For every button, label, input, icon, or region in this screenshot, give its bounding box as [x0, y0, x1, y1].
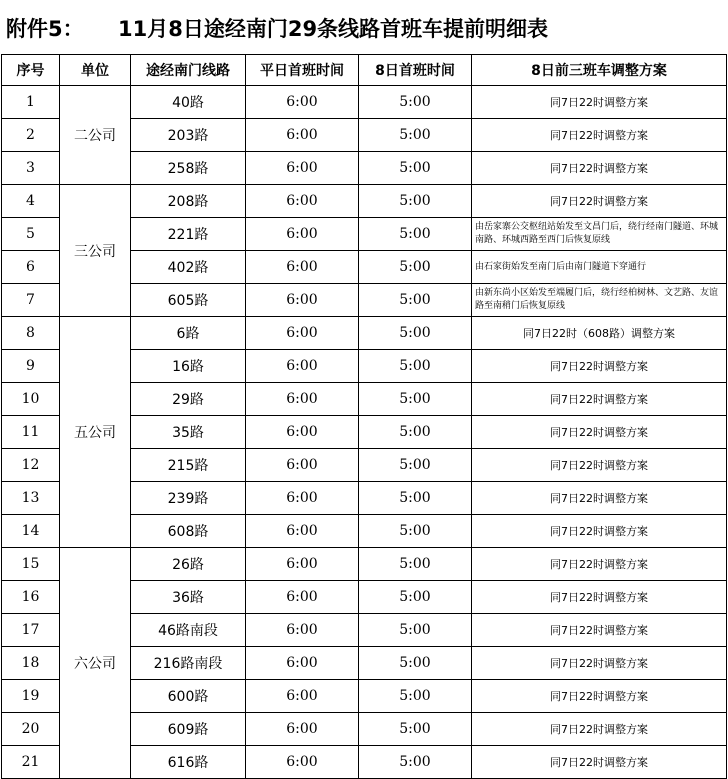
normal-first-bus-time: 6:00: [246, 383, 359, 416]
column-header-normal-first-bus: 平日首班时间: [246, 55, 359, 86]
adjustment-plan-cell: 同7日22时调整方案: [472, 449, 727, 482]
adjustment-plan-cell: 同7日22时调整方案: [472, 482, 727, 515]
normal-first-bus-time: 6:00: [246, 746, 359, 779]
adjustment-plan-cell: 同7日22时调整方案: [472, 713, 727, 746]
normal-first-bus-time: 6:00: [246, 416, 359, 449]
adjustment-plan-cell: 同7日22时调整方案: [472, 350, 727, 383]
row-index: 10: [2, 383, 60, 416]
route-cell: 608路: [131, 515, 246, 548]
attachment-label: 附件5：: [6, 17, 84, 41]
day8-first-bus-time: 5:00: [359, 647, 472, 680]
document-header: [0, 0, 728, 54]
schedule-table: [1, 54, 727, 779]
normal-first-bus-time: 6:00: [246, 713, 359, 746]
route-cell: 35路: [131, 416, 246, 449]
row-index: 15: [2, 548, 60, 581]
day8-first-bus-time: 5:00: [359, 548, 472, 581]
row-index: 11: [2, 416, 60, 449]
column-header-route: 途经南门线路: [131, 55, 246, 86]
unit-cell: 二公司: [60, 86, 131, 185]
row-index: 7: [2, 284, 60, 317]
route-cell: 258路: [131, 152, 246, 185]
adjustment-plan-cell: 同7日22时调整方案: [472, 581, 727, 614]
row-index: 4: [2, 185, 60, 218]
normal-first-bus-time: 6:00: [246, 680, 359, 713]
adjustment-plan-cell: 同7日22时调整方案: [472, 746, 727, 779]
adjustment-plan-cell: 同7日22时调整方案: [472, 119, 727, 152]
day8-first-bus-time: 5:00: [359, 251, 472, 284]
row-index: 21: [2, 746, 60, 779]
row-index: 18: [2, 647, 60, 680]
day8-first-bus-time: 5:00: [359, 515, 472, 548]
row-index: 14: [2, 515, 60, 548]
row-index: 2: [2, 119, 60, 152]
route-cell: 402路: [131, 251, 246, 284]
normal-first-bus-time: 6:00: [246, 581, 359, 614]
row-index: 3: [2, 152, 60, 185]
route-cell: 215路: [131, 449, 246, 482]
route-cell: 208路: [131, 185, 246, 218]
adjustment-plan-cell: 同7日22时调整方案: [472, 152, 727, 185]
column-header-index: 序号: [2, 55, 60, 86]
adjustment-plan-cell: 由岳家寨公交枢纽站始发至文昌门后，绕行经南门隧道、环城南路、环城西路至西门后恢复原线: [472, 218, 727, 251]
table-row: [2, 185, 727, 218]
route-cell: 221路: [131, 218, 246, 251]
route-cell: 29路: [131, 383, 246, 416]
route-cell: 600路: [131, 680, 246, 713]
table-header-row: [2, 55, 727, 86]
column-header-adjustment-plan: 8日前三班车调整方案: [472, 55, 727, 86]
row-index: 1: [2, 86, 60, 119]
route-cell: 216路南段: [131, 647, 246, 680]
route-cell: 26路: [131, 548, 246, 581]
day8-first-bus-time: 5:00: [359, 119, 472, 152]
column-header-day8-first-bus: 8日首班时间: [359, 55, 472, 86]
normal-first-bus-time: 6:00: [246, 152, 359, 185]
route-cell: 239路: [131, 482, 246, 515]
adjustment-plan-cell: 同7日22时调整方案: [472, 680, 727, 713]
row-index: 8: [2, 317, 60, 350]
adjustment-plan-cell: 同7日22时调整方案: [472, 647, 727, 680]
normal-first-bus-time: 6:00: [246, 482, 359, 515]
row-index: 12: [2, 449, 60, 482]
normal-first-bus-time: 6:00: [246, 119, 359, 152]
normal-first-bus-time: 6:00: [246, 284, 359, 317]
adjustment-plan-cell: 同7日22时调整方案: [472, 515, 727, 548]
day8-first-bus-time: 5:00: [359, 746, 472, 779]
day8-first-bus-time: 5:00: [359, 581, 472, 614]
adjustment-plan-cell: 同7日22时调整方案: [472, 548, 727, 581]
table-row: [2, 548, 727, 581]
day8-first-bus-time: 5:00: [359, 680, 472, 713]
route-cell: 36路: [131, 581, 246, 614]
route-cell: 6路: [131, 317, 246, 350]
day8-first-bus-time: 5:00: [359, 350, 472, 383]
normal-first-bus-time: 6:00: [246, 647, 359, 680]
table-row: [2, 317, 727, 350]
row-index: 20: [2, 713, 60, 746]
adjustment-plan-cell: 同7日22时调整方案: [472, 416, 727, 449]
row-index: 9: [2, 350, 60, 383]
route-cell: 609路: [131, 713, 246, 746]
adjustment-plan-cell: 由石家街始发至南门后由南门隧道下穿通行: [472, 251, 727, 284]
day8-first-bus-time: 5:00: [359, 449, 472, 482]
day8-first-bus-time: 5:00: [359, 317, 472, 350]
table-row: [2, 86, 727, 119]
normal-first-bus-time: 6:00: [246, 317, 359, 350]
day8-first-bus-time: 5:00: [359, 284, 472, 317]
route-cell: 616路: [131, 746, 246, 779]
normal-first-bus-time: 6:00: [246, 548, 359, 581]
normal-first-bus-time: 6:00: [246, 614, 359, 647]
normal-first-bus-time: 6:00: [246, 185, 359, 218]
table-body: [2, 86, 727, 779]
day8-first-bus-time: 5:00: [359, 152, 472, 185]
route-cell: 40路: [131, 86, 246, 119]
row-index: 6: [2, 251, 60, 284]
normal-first-bus-time: 6:00: [246, 350, 359, 383]
day8-first-bus-time: 5:00: [359, 482, 472, 515]
route-cell: 46路南段: [131, 614, 246, 647]
unit-cell: 六公司: [60, 548, 131, 779]
unit-cell: 五公司: [60, 317, 131, 548]
normal-first-bus-time: 6:00: [246, 218, 359, 251]
document-title: 11月8日途经南门29条线路首班车提前明细表: [118, 17, 549, 41]
adjustment-plan-cell: 同7日22时调整方案: [472, 614, 727, 647]
adjustment-plan-cell: 由新东尚小区始发至端履门后，绕行经柏树林、文艺路、友谊路至南稍门后恢复原线: [472, 284, 727, 317]
normal-first-bus-time: 6:00: [246, 251, 359, 284]
normal-first-bus-time: 6:00: [246, 86, 359, 119]
day8-first-bus-time: 5:00: [359, 416, 472, 449]
day8-first-bus-time: 5:00: [359, 86, 472, 119]
row-index: 13: [2, 482, 60, 515]
route-cell: 16路: [131, 350, 246, 383]
normal-first-bus-time: 6:00: [246, 515, 359, 548]
adjustment-plan-cell: 同7日22时调整方案: [472, 86, 727, 119]
route-cell: 203路: [131, 119, 246, 152]
adjustment-plan-cell: 同7日22时调整方案: [472, 383, 727, 416]
normal-first-bus-time: 6:00: [246, 449, 359, 482]
adjustment-plan-cell: 同7日22时（608路）调整方案: [472, 317, 727, 350]
adjustment-plan-cell: 同7日22时调整方案: [472, 185, 727, 218]
row-index: 16: [2, 581, 60, 614]
route-cell: 605路: [131, 284, 246, 317]
row-index: 5: [2, 218, 60, 251]
column-header-unit: 单位: [60, 55, 131, 86]
day8-first-bus-time: 5:00: [359, 713, 472, 746]
row-index: 19: [2, 680, 60, 713]
day8-first-bus-time: 5:00: [359, 218, 472, 251]
row-index: 17: [2, 614, 60, 647]
day8-first-bus-time: 5:00: [359, 614, 472, 647]
day8-first-bus-time: 5:00: [359, 185, 472, 218]
unit-cell: 三公司: [60, 185, 131, 317]
day8-first-bus-time: 5:00: [359, 383, 472, 416]
